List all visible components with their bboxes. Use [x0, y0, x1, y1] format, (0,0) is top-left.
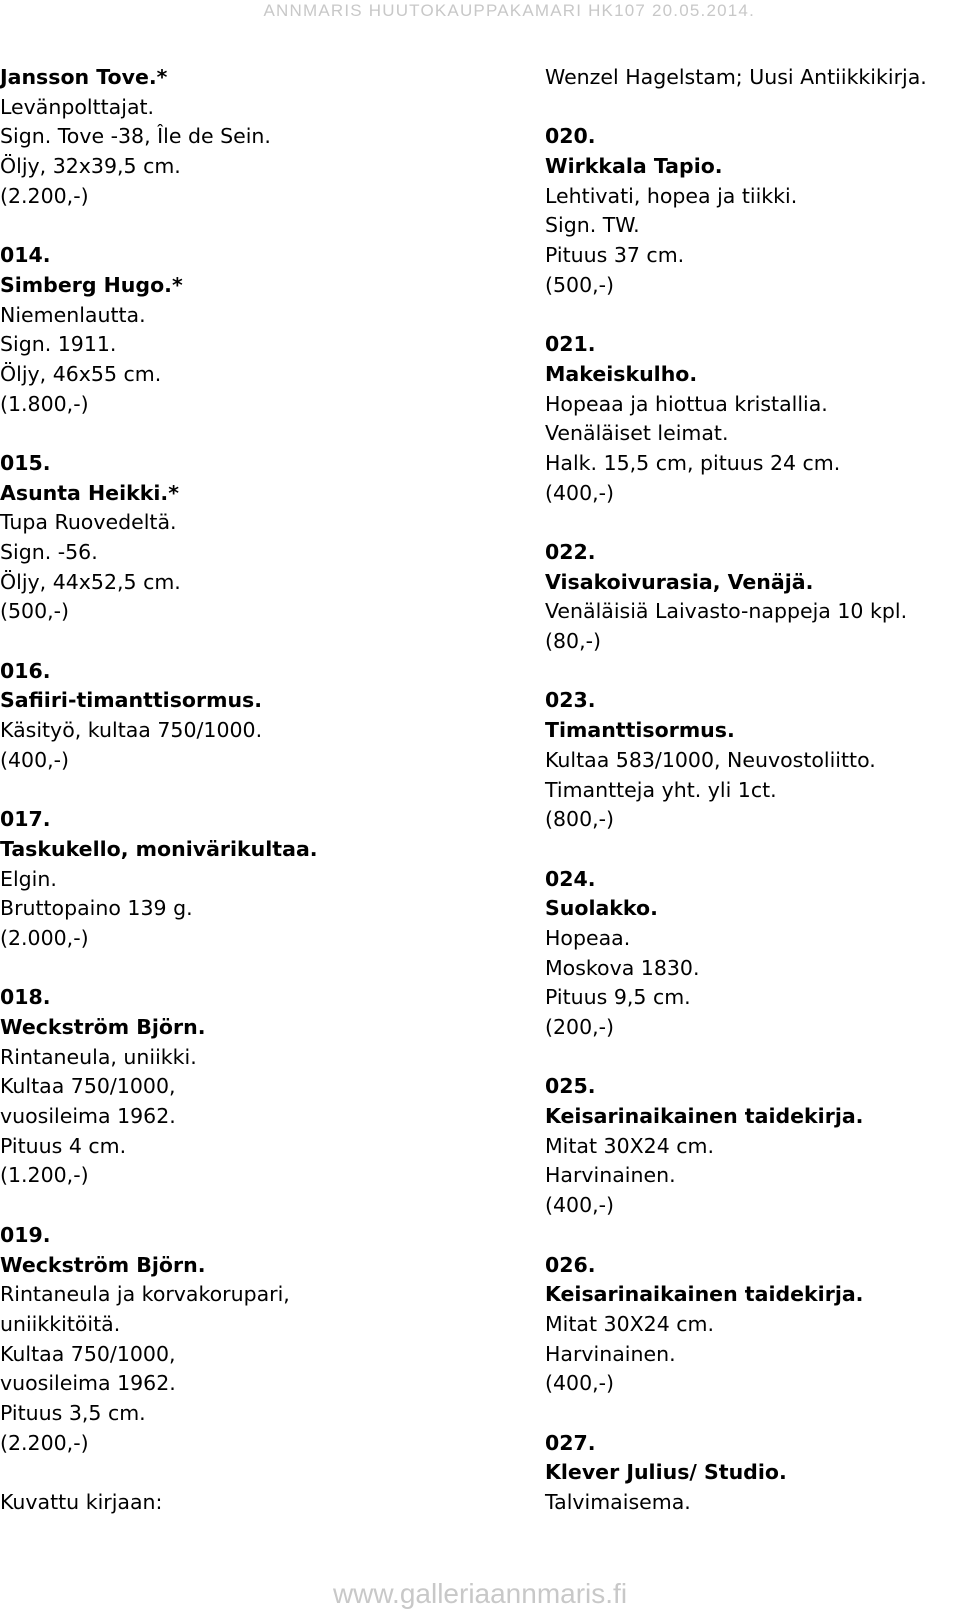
lot-detail-line: Pituus 4 cm. — [0, 1133, 127, 1158]
lot-detail-line: Rintaneula ja korvakorupari, — [0, 1282, 290, 1307]
lot-heading: 023. — [545, 688, 596, 713]
lot-detail-line: (2.200,-) — [0, 183, 89, 208]
spacer — [545, 835, 960, 865]
lot-heading: Jansson Tove.* — [0, 65, 168, 89]
spacer — [545, 1043, 960, 1073]
lot-heading: 014. — [0, 243, 51, 268]
lot-detail-line: Tupa Ruovedeltä. — [0, 510, 177, 535]
lot-detail-line: Harvinainen. — [545, 1341, 676, 1366]
lot-heading: Simberg Hugo.* — [0, 272, 183, 297]
lot-detail-line: Moskova 1830. — [545, 955, 700, 980]
spacer — [545, 301, 960, 331]
lot-detail-line: (800,-) — [545, 807, 615, 832]
spacer — [0, 1458, 520, 1488]
catalog-column-left — [0, 63, 520, 1518]
lot-detail-line: uniikkitöitä. — [0, 1311, 121, 1336]
lot-detail-line: (1.800,-) — [0, 391, 89, 416]
spacer — [0, 954, 520, 984]
lot-detail-line: Timantteja yht. yli 1ct. — [545, 777, 777, 802]
spacer — [0, 419, 520, 449]
lot-detail-line: Mitat 30X24 cm. — [545, 1311, 715, 1336]
lot-detail-line: Hopeaa ja hiottua kristallia. — [545, 391, 828, 416]
page-header: ANNMARIS HUUTOKAUPPAKAMARI HK107 20.05.2014. — [263, 1, 755, 20]
lot-detail-line: Pituus 3,5 cm. — [0, 1400, 146, 1425]
lot-heading: 021. — [545, 332, 596, 357]
website-footer: www.galleriaannmaris.fi — [332, 1578, 628, 1609]
lot-detail-line: (400,-) — [0, 747, 70, 772]
spacer — [545, 508, 960, 538]
lot-detail-line: Sign. 1911. — [0, 332, 117, 357]
lot-detail-line: vuosileima 1962. — [0, 1104, 176, 1129]
lot-heading: 026. — [545, 1252, 596, 1277]
lot-heading: Weckström Björn. — [0, 1252, 206, 1277]
lot-detail-line: Elgin. — [0, 866, 57, 891]
lot-detail-line: (500,-) — [545, 272, 615, 297]
lot-detail-line: Kultaa 750/1000, — [0, 1341, 176, 1366]
lot-detail-line: Mitat 30X24 cm. — [545, 1133, 715, 1158]
lot-detail-line: Pituus 9,5 cm. — [545, 985, 691, 1010]
lot-detail-line: Kultaa 750/1000, — [0, 1074, 176, 1099]
lot-detail-line: vuosileima 1962. — [0, 1371, 176, 1396]
lot-heading: Keisarinaikainen taidekirja. — [545, 1104, 864, 1129]
lot-detail-line: (2.200,-) — [0, 1430, 89, 1455]
lot-detail-line: Sign. Tove -38, Île de Sein. — [0, 124, 271, 149]
spacer — [545, 1221, 960, 1251]
spacer — [0, 776, 520, 806]
lot-heading: Weckström Björn. — [0, 1015, 206, 1039]
spacer — [0, 211, 520, 241]
lot-detail-line: (2.000,-) — [0, 925, 89, 950]
lot-detail-line: Kuvattu kirjaan: — [0, 1490, 163, 1514]
lot-heading: 015. — [0, 450, 51, 475]
lot-heading: 017. — [0, 807, 51, 832]
lot-detail-line: Pituus 37 cm. — [545, 243, 685, 268]
lot-heading: 024. — [545, 866, 596, 891]
lot-detail-line: Talvimaisema. — [545, 1490, 691, 1514]
lot-detail-line: (1.200,-) — [0, 1163, 89, 1188]
lot-detail-line: Öljy, 44x52,5 cm. — [0, 569, 181, 594]
lot-detail-line: (400,-) — [545, 1193, 615, 1218]
lot-detail-line: (400,-) — [545, 1371, 615, 1396]
lot-detail-line: (200,-) — [545, 1015, 615, 1039]
lot-detail-line: Kultaa 583/1000, Neuvostoliitto. — [545, 747, 876, 772]
spacer — [545, 1399, 960, 1429]
spacer — [0, 1191, 520, 1221]
lot-detail-line: Niemenlautta. — [0, 302, 146, 327]
lot-heading: Suolakko. — [545, 896, 658, 921]
lot-detail-line: Harvinainen. — [545, 1163, 676, 1188]
lot-detail-line: Venäläisiä Laivasto-nappeja 10 kpl. — [545, 599, 908, 624]
lot-heading: 027. — [545, 1430, 596, 1455]
lot-heading: Taskukello, monivärikultaa. — [0, 836, 318, 861]
lot-detail-line: Käsityö, kultaa 750/1000. — [0, 718, 263, 743]
lot-heading: 022. — [545, 540, 596, 564]
spacer — [0, 627, 520, 657]
lot-detail-line: (400,-) — [545, 480, 615, 505]
lot-detail-line: Rintaneula, uniikki. — [0, 1044, 197, 1069]
spacer — [545, 93, 960, 123]
lot-detail-line: Öljy, 46x55 cm. — [0, 361, 162, 386]
lot-heading: 018. — [0, 985, 51, 1010]
lot-detail-line: Sign. TW. — [545, 213, 640, 238]
lot-detail-line: Hopeaa. — [545, 925, 631, 950]
lot-detail-line: Bruttopaino 139 g. — [0, 896, 193, 921]
lot-heading: Makeiskulho. — [545, 361, 698, 386]
lot-heading: Klever Julius/ Studio. — [545, 1460, 787, 1485]
lot-detail-line: Wenzel Hagelstam; Uusi Antiikkikirja. — [545, 65, 927, 89]
lot-heading: 016. — [0, 658, 51, 683]
lot-heading: 019. — [0, 1222, 51, 1247]
lot-detail-line: Levänpolttajat. — [0, 94, 155, 119]
catalog-column-right — [545, 63, 960, 1518]
lot-heading: Keisarinaikainen taidekirja. — [545, 1282, 864, 1307]
lot-heading: Safiiri-timanttisormus. — [0, 688, 263, 713]
lot-heading: Visakoivurasia, Venäjä. — [545, 569, 814, 594]
lot-heading: Timanttisormus. — [545, 718, 735, 743]
lot-detail-line: Sign. -56. — [0, 540, 98, 564]
lot-detail-line: Öljy, 32x39,5 cm. — [0, 154, 181, 179]
lot-detail-line: (80,-) — [545, 629, 601, 654]
lot-heading: Asunta Heikki.* — [0, 480, 179, 505]
lot-detail-line: Halk. 15,5 cm, pituus 24 cm. — [545, 450, 841, 475]
lot-heading: 020. — [545, 124, 596, 149]
lot-heading: 025. — [545, 1074, 596, 1099]
lot-detail-line: Lehtivati, hopea ja tiikki. — [545, 183, 798, 208]
spacer — [545, 657, 960, 687]
lot-detail-line: Venäläiset leimat. — [545, 421, 729, 446]
lot-detail-line: (500,-) — [0, 599, 70, 624]
lot-heading: Wirkkala Tapio. — [545, 154, 723, 179]
